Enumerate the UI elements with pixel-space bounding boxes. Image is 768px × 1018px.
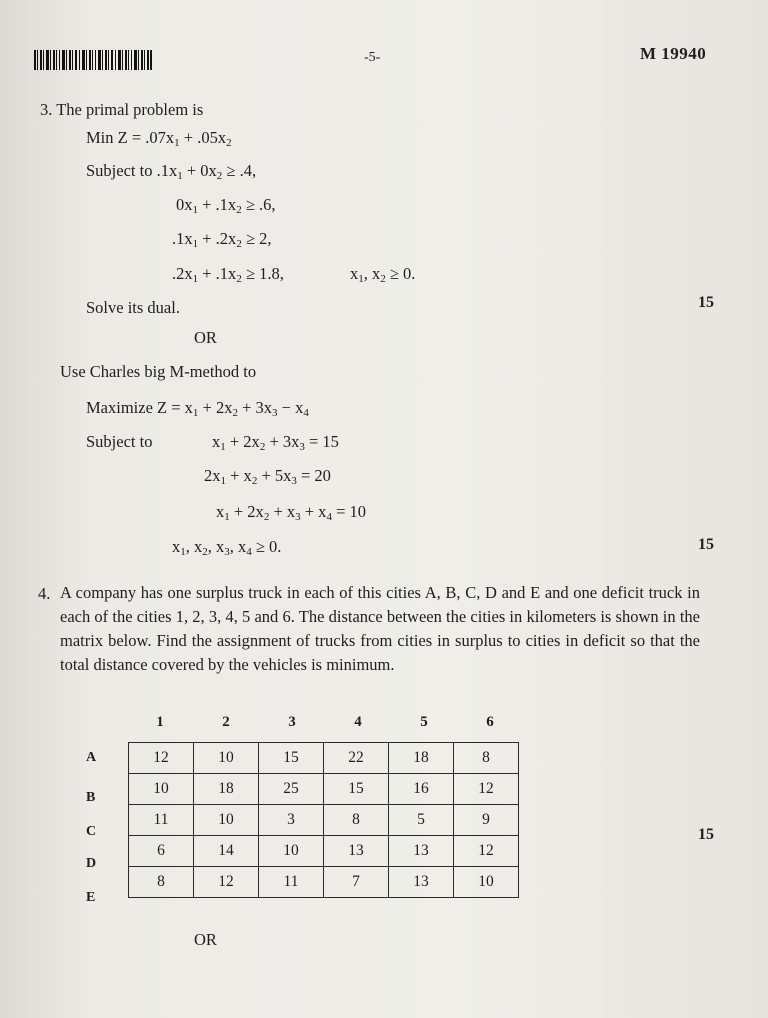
table-cell: 9 bbox=[454, 805, 519, 836]
table-cell: 10 bbox=[454, 867, 519, 898]
column-header: 2 bbox=[222, 714, 230, 730]
q3-intro-text: The primal problem is bbox=[56, 100, 204, 119]
table-cell: 12 bbox=[454, 836, 519, 867]
table-cell: 11 bbox=[129, 805, 194, 836]
barcode-graphic bbox=[34, 50, 152, 70]
q3-marks: 15 bbox=[698, 294, 714, 311]
table-cell: 10 bbox=[259, 836, 324, 867]
q3-or: OR bbox=[194, 328, 217, 347]
table-cell: 6 bbox=[129, 836, 194, 867]
q3-constraint-3: $.1x_1 + .2x_2 \ge 2$, bbox=[172, 229, 272, 250]
q4-marks: 15 bbox=[698, 826, 714, 843]
column-header: 6 bbox=[486, 714, 494, 730]
table-cell: 10 bbox=[194, 743, 259, 774]
table-cell: 10 bbox=[129, 774, 194, 805]
distance-matrix bbox=[128, 742, 519, 898]
q3-constraint-4: $.2x_1 + .1x_2 \ge 1.8$, bbox=[172, 264, 284, 285]
table-cell: 11 bbox=[259, 867, 324, 898]
q3-constraint-1: Subject to $.1x_1 + 0x_2 \ge .4$, bbox=[86, 161, 257, 182]
table-cell: 22 bbox=[324, 743, 389, 774]
table-cell: 16 bbox=[389, 774, 454, 805]
q3-alt-eq-3: $x_1 + 2x_2 + x_3 + x_4 = 10$ bbox=[216, 502, 366, 523]
q3-alt-eq-1: $x_1 + 2x_2 + 3x_3 = 15$ bbox=[212, 432, 339, 453]
table-cell: 12 bbox=[194, 867, 259, 898]
q3-alt-nonnegativity: $x_1$, $x_2$, $x_3$, $x_4 \ge 0$. bbox=[172, 537, 282, 558]
table-cell: 13 bbox=[389, 836, 454, 867]
row-header: C bbox=[86, 824, 97, 839]
table-cell: 25 bbox=[259, 774, 324, 805]
row-header: D bbox=[86, 856, 97, 871]
table-row bbox=[129, 805, 519, 836]
table-cell: 13 bbox=[389, 867, 454, 898]
table-cell: 15 bbox=[259, 743, 324, 774]
row-header: B bbox=[86, 790, 96, 805]
q3-intro bbox=[40, 100, 203, 120]
column-header: 3 bbox=[288, 714, 296, 730]
table-cell: 13 bbox=[324, 836, 389, 867]
table-cell: 7 bbox=[324, 867, 389, 898]
table-row bbox=[129, 836, 519, 867]
page-number: -5- bbox=[364, 50, 381, 65]
row-header: E bbox=[86, 890, 96, 905]
q3-alt-marks: 15 bbox=[698, 536, 714, 553]
q3-solve-instruction: Solve its dual. bbox=[86, 298, 180, 317]
table-row bbox=[129, 743, 519, 774]
table-cell: 14 bbox=[194, 836, 259, 867]
table-cell: 12 bbox=[129, 743, 194, 774]
q4-text: A company has one surplus truck in each of this cities A, B, C, D and E and one deficit truck in each of the cities 1, 2, 3, 4, 5 and 6. The distance between the cities in kilometers is shown in the matrix below. Find the assignment of trucks from cities in surplus to cities in deficit so that the total distance covered by the vehicles is minimum. bbox=[60, 583, 700, 674]
table-cell: 8 bbox=[129, 867, 194, 898]
q3-constraint-2: $0x_1 + .1x_2 \ge .6$, bbox=[176, 195, 276, 216]
table-cell: 5 bbox=[389, 805, 454, 836]
table-cell: 15 bbox=[324, 774, 389, 805]
q3-alt-objective: Maximize $Z = x_1 + 2x_2 + 3x_3 - x_4$ bbox=[86, 398, 309, 419]
q3-alt-eq-2: $2x_1 + x_2 + 5x_3 = 20$ bbox=[204, 466, 331, 487]
column-header: 5 bbox=[420, 714, 428, 730]
q4-number: 4. bbox=[38, 584, 51, 603]
q3-nonnegativity: $x_1$, $x_2 \ge 0$. bbox=[350, 264, 416, 285]
row-header: A bbox=[86, 750, 97, 765]
q3-alt-intro: Use Charles big M-method to bbox=[60, 362, 257, 381]
table-cell: 18 bbox=[389, 743, 454, 774]
table-row bbox=[129, 774, 519, 805]
column-header: 1 bbox=[156, 714, 164, 730]
table-cell: 8 bbox=[324, 805, 389, 836]
table-cell: 18 bbox=[194, 774, 259, 805]
column-header: 4 bbox=[354, 714, 362, 730]
q4-or: OR bbox=[194, 930, 217, 949]
table-cell: 3 bbox=[259, 805, 324, 836]
paper-code: M 19940 bbox=[640, 44, 707, 63]
q3-number: 3. bbox=[40, 100, 53, 119]
table-cell: 8 bbox=[454, 743, 519, 774]
table-cell: 10 bbox=[194, 805, 259, 836]
table-cell: 12 bbox=[454, 774, 519, 805]
table-row bbox=[129, 867, 519, 898]
q3-alt-subject-to: Subject to bbox=[86, 432, 153, 451]
q3-objective: Min $Z = .07x_1 + .05x_2$ bbox=[86, 128, 232, 149]
